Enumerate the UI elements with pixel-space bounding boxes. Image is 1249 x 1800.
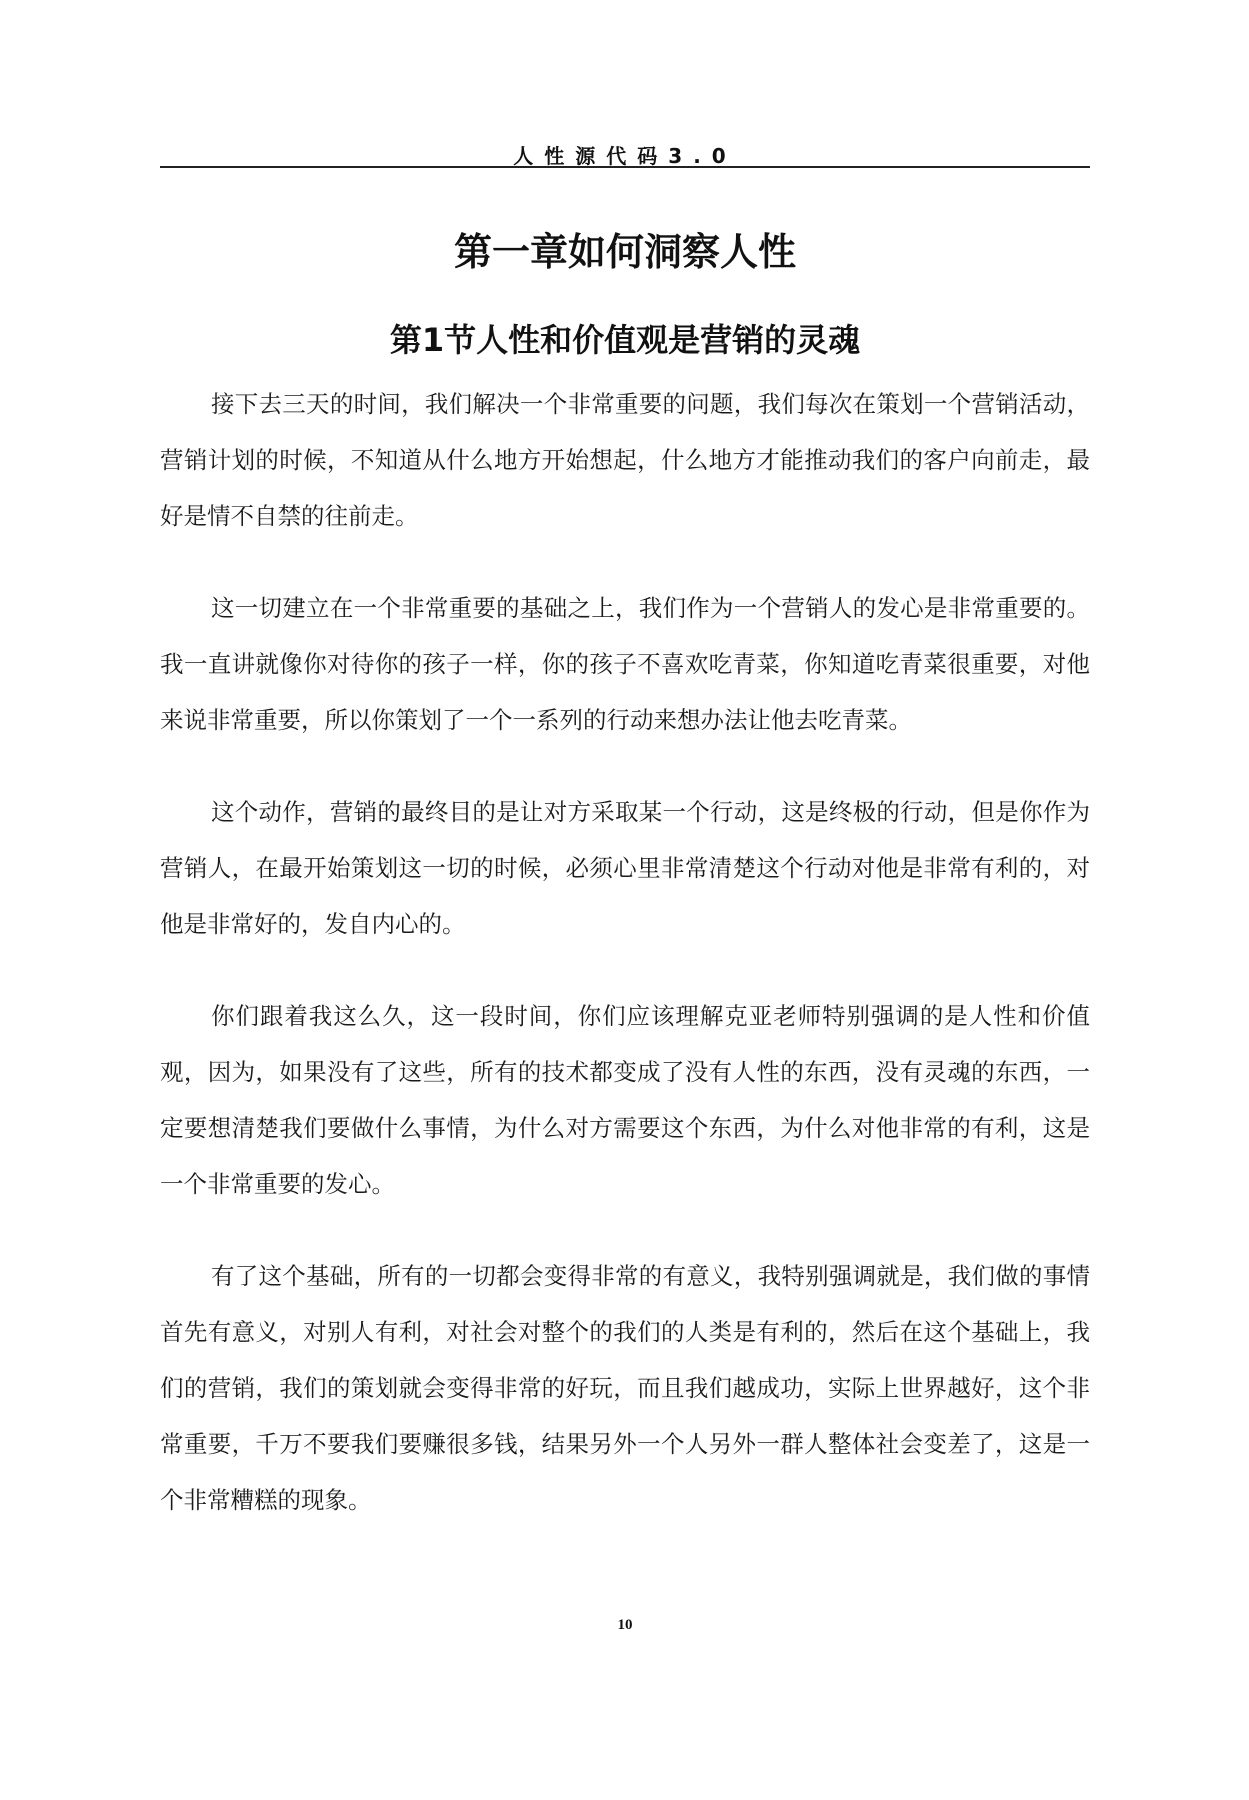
paragraph: 接下去三天的时间，我们解决一个非常重要的问题，我们每次在策划一个营销活动，营销计划的时候，不知道从什么地方开始想起，什么地方才能推动我们的客户向前走，最好是情不自禁的往前走。 [160,390,1090,530]
running-header: 人性源代码3.0 [513,144,737,168]
page-number: 10 [617,1617,633,1633]
paragraph: 有了这个基础，所有的一切都会变得非常的有意义，我特别强调就是，我们做的事情首先有意义，对别人有利，对社会对整个的我们的人类是有利的，然后在这个基础上，我们的营销，我们的策划就会变得非常的好玩，而且我们越成功，实际上世界越好，这个非常重要，千万不要我们要赚很多钱，结果另外一个人另外一群人整体社会变差了，这是一个非常糟糕的现象。 [160,1262,1090,1514]
paragraph: 这一切建立在一个非常重要的基础之上，我们作为一个营销人的发心是非常重要的。我一直讲就像你对待你的孩子一样，你的孩子不喜欢吃青菜，你知道吃青菜很重要，对他来说非常重要，所以你策划了一个一系列的行动来想办法让他去吃青菜。 [160,594,1090,734]
paragraph: 你们跟着我这么久，这一段时间，你们应该理解克亚老师特别强调的是人性和价值观，因为，如果没有了这些，所有的技术都变成了没有人性的东西，没有灵魂的东西，一定要想清楚我们要做什么事情，为什么对方需要这个东西，为什么对他非常的有利，这是一个非常重要的发心。 [160,1002,1090,1198]
chapter-title: 第一章如何洞察人性 [453,230,796,275]
paragraph: 这个动作，营销的最终目的是让对方采取某一个行动，这是终极的行动，但是你作为营销人，在最开始策划这一切的时候，必须心里非常清楚这个行动对他是非常有利的，对他是非常好的，发自内心的。 [160,798,1090,938]
body-text [160,376,1090,1564]
header-rule [160,166,1090,168]
section-title: 第1节人性和价值观是营销的灵魂 [389,320,861,359]
